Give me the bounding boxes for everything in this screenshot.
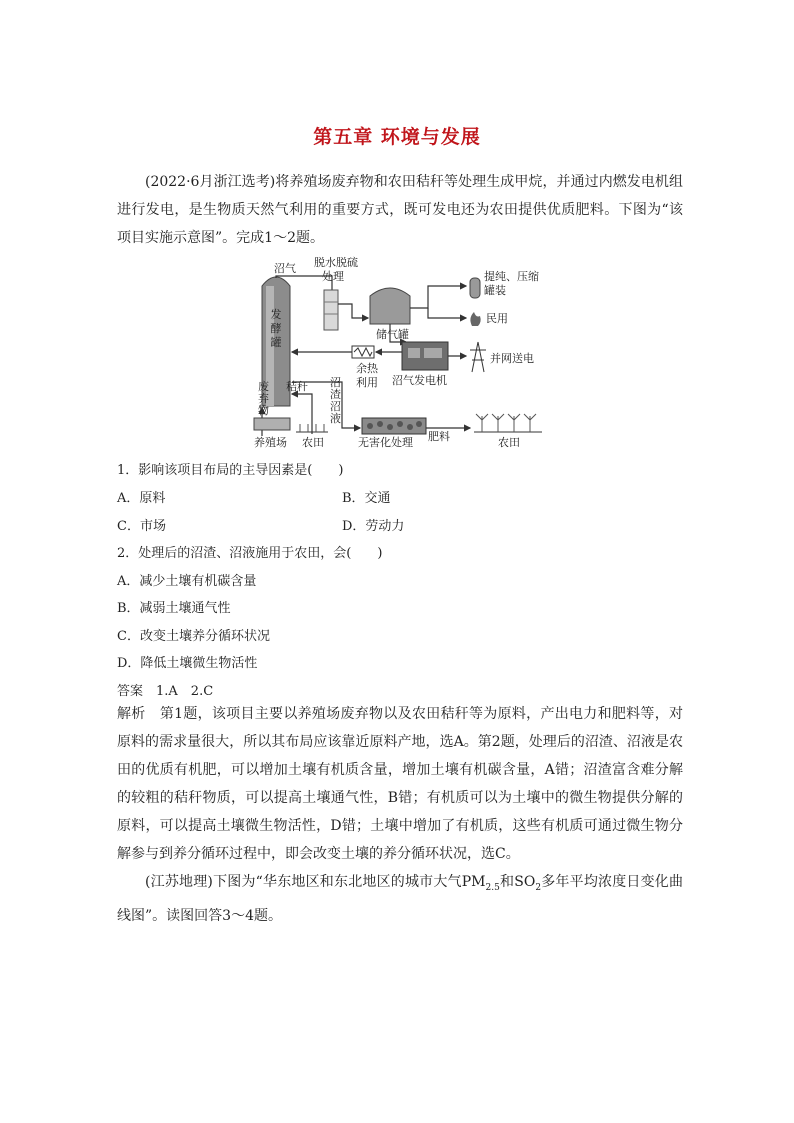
q1-option-c: C．市场 [117, 519, 166, 534]
grid-label: 并网送电 [490, 352, 534, 365]
biogas-label: 沼气 [274, 262, 296, 275]
q1-option-b: B．交通 [342, 491, 391, 506]
arrow-to-purify [410, 286, 466, 308]
heat-label-1: 余热 [356, 362, 378, 375]
residue-label-1: 沼 [330, 376, 341, 389]
waste-label-1: 废 [258, 380, 269, 393]
q1-option-d: D．劳动力 [342, 519, 405, 534]
arrow-to-civil [428, 308, 466, 318]
field-label-2: 农田 [498, 436, 520, 449]
project-diagram [252, 256, 552, 452]
waste-label-2: 弃 [258, 392, 269, 405]
field-icon-2 [474, 414, 542, 432]
farm-label: 养殖场 [254, 436, 287, 449]
fertilizer-label: 肥料 [428, 430, 450, 443]
field-label-1: 农田 [302, 436, 324, 449]
desulfur-label-2: 处理 [322, 270, 344, 283]
residue-label-2: 渣 [330, 388, 341, 401]
generator-label: 沼气发电机 [392, 374, 447, 387]
straw-label: 秸秆 [286, 380, 308, 393]
gas-cylinder-icon [470, 278, 480, 298]
arrow-to-treatment [342, 422, 360, 428]
storage-label: 储气罐 [376, 328, 409, 341]
desulfur-label-1: 脱水脱硫 [314, 256, 358, 269]
q2-stem: 2．处理后的沼渣、沼液施用于农田，会( ) [117, 546, 383, 561]
residue-label-4: 液 [330, 412, 341, 425]
analysis-paragraph: 解析 第1题，该项目主要以养殖场废弃物以及农田秸秆等为原料，产出电力和肥料等，对原料的需求量很大，所以其布局应该靠近原料产地，选A。第2题，处理后的沼渣、沼液是农田的优质有机肥，可以增加土壤有机质含量，增加土壤有机碳含量，A错；沼渣富含难分解的较粗的秸秆物质，可以提高土壤通气性，B错；有机质可以为土壤中的微生物提供分解的原料，可以提高土壤微生物活性，D错；土壤中增加了有机质，这些有机质可通过微生物分解参与到养分循环过程中，即会改变土壤的养分循环状况，选C。 [117, 706, 683, 862]
q2-option-d: D．降低土壤微生物活性 [117, 656, 258, 671]
civil-label: 民用 [486, 312, 508, 325]
pm25-subscript: 2.5 [485, 882, 500, 893]
intro-paragraph-1: (2022·6月浙江选考)将养殖场废弃物和农田秸秆等处理生成甲烷，并通过内燃发电机组进行发电，是生物质天然气利用的重要方式，既可发电还为农田提供优质肥料。下图为“该项目实施示意图”。完成1～2题。 [117, 174, 683, 246]
heat-exchanger-icon [352, 346, 374, 358]
desulfur-unit [324, 290, 338, 330]
purify-label-1: 提纯、压缩 [484, 270, 539, 283]
fermenter-label-2: 酵 [270, 322, 282, 335]
fermenter-label-1: 发 [270, 308, 282, 321]
intro-2-part-b: 和SO [499, 874, 536, 890]
so2-subscript: 2 [535, 882, 542, 893]
q1-option-a: A．原料 [117, 491, 166, 506]
residue-label-3: 沼 [330, 400, 341, 413]
treatment-label: 无害化处理 [358, 436, 413, 449]
answer-line: 答案 1.A 2.C [117, 684, 214, 699]
purify-label-2: 罐装 [484, 284, 506, 297]
intro-2-part-a: (江苏地理)下图为“华东地区和东北地区的城市大气PM [145, 874, 486, 890]
generator-icon [402, 342, 448, 370]
q2-option-a: A．减少土壤有机碳含量 [117, 574, 257, 589]
intro-paragraph-2 [117, 868, 683, 930]
waste-label-3: 物 [258, 404, 269, 417]
fermenter-label-3: 罐 [270, 336, 282, 349]
treatment-pool-icon [362, 418, 426, 434]
chapter-title: 第五章 环境与发展 [313, 126, 481, 148]
storage-tank [370, 288, 410, 324]
q2-option-c: C．改变土壤养分循环状况 [117, 629, 270, 644]
flame-icon [470, 312, 480, 326]
q2-option-b: B．减弱土壤通气性 [117, 601, 231, 616]
heat-label-2: 利用 [356, 376, 378, 389]
arrow-to-storage [338, 304, 368, 318]
intro-2-part-c: 多年平均浓度日变化曲线图”。读图回答3～4题。 [117, 874, 683, 924]
arrow-straw [292, 394, 312, 434]
q1-stem: 1．影响该项目布局的主导因素是( ) [117, 463, 344, 478]
farm-building-icon [254, 418, 290, 430]
power-tower-icon [470, 342, 486, 372]
